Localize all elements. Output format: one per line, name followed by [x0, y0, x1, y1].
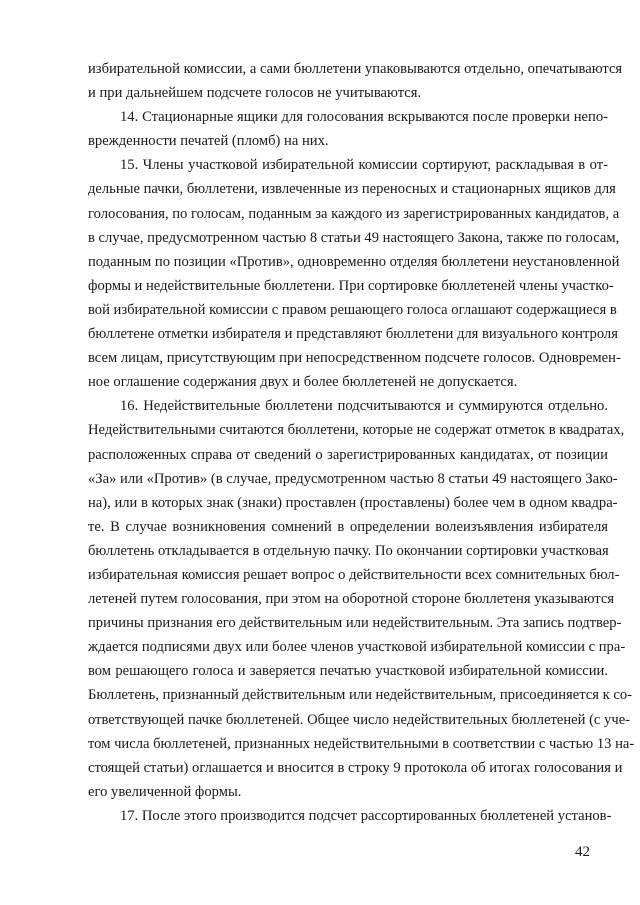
text-line: «За» или «Против» (в случае, предусмотренном частью 8 статьи 49 настоящего Зако- — [88, 470, 618, 487]
text-line: бюллетене отметки избирателя и представляют бюллетени для визуального контроля — [88, 326, 618, 343]
text-line: Бюллетень, признанный действительным или недействительным, присоединяется к со- — [88, 687, 633, 704]
text-line: причины признания его действительным или недействительным. Эта запись подтвер- — [88, 615, 622, 632]
text-line: стоящей статьи) оглашается и вносится в строку 9 протокола об итогах голосования и — [88, 759, 623, 776]
text-line: избирательной комиссии, а сами бюллетени упаковываются отдельно, опечатываются — [88, 61, 623, 77]
text-line: 16. Недействительные бюллетени подсчитываются и суммируются отдельно. — [120, 398, 608, 415]
text-line: ответствующей пачке бюллетеней. Общее число недействительных бюллетеней (с уче- — [88, 711, 631, 728]
text-line: дельные пачки, бюллетени, извлеченные из переносных и стационарных ящиков для — [88, 181, 616, 198]
text-line: врежденности печатей (пломб) на них. — [88, 133, 329, 150]
text-line: 17. После этого производится подсчет рассортированных бюллетеней установ- — [120, 807, 612, 824]
text-line: летеней путем голосования, при этом на оборотной стороне бюллетеня указываются — [88, 591, 615, 608]
text-line: ное оглашение содержания двух и более бюллетеней не допускается. — [88, 374, 518, 391]
text-line: его увеличенной формы. — [88, 783, 242, 800]
text-line: на), или в которых знак (знаки) проставлен (проставлены) более чем в одном квадра- — [88, 494, 618, 511]
text-line: расположенных справа от сведений о зарегистрированных кандидатах, от позиции — [88, 446, 608, 463]
text-line: те. В случае возникновения сомнений в определении волеизъявления избирателя — [88, 518, 608, 535]
text-line: избирательная комиссия решает вопрос о действительности всех сомнительных бюл- — [88, 566, 620, 583]
text-line: голосования, по голосам, поданным за каждого из зарегистрированных кандидатов, а — [88, 205, 620, 222]
text-line: всем лицам, присутствующим при непосредственном подсчете голосов. Одновремен- — [88, 350, 621, 367]
document-body — [88, 57, 635, 828]
text-line: вой избирательной комиссии с правом решающего голоса оглашают содержащиеся в — [88, 301, 617, 318]
text-line: формы и недействительные бюллетени. При сортировке бюллетеней члены участко- — [88, 277, 614, 294]
text-line: бюллетень откладывается в отдельную пачку. По окончании сортировки участковая — [88, 542, 609, 559]
text-line: 14. Стационарные ящики для голосования вскрываются после проверки непо- — [120, 109, 608, 126]
text-line: том числа бюллетеней, признанных недействительными в соответствии с частью 13 на- — [88, 735, 635, 752]
page-number: 42 — [575, 844, 590, 860]
text-line: 15. Члены участковой избирательной комиссии сортируют, раскладывая в от- — [120, 157, 608, 174]
text-line: ждается подписями двух или более членов участковой избирательной комиссии с пра- — [88, 639, 626, 656]
text-line: Недействительными считаются бюллетени, которые не содержат отметок в квадратах, — [88, 422, 625, 439]
text-line: и при дальнейшем подсчете голосов не учитываются. — [88, 85, 422, 102]
text-line: поданным по позиции «Против», одновременно отделяя бюллетени неустановленной — [88, 253, 620, 270]
text-line: вом решающего голоса и заверяется печатью участковой избирательной комиссии. — [88, 663, 608, 680]
text-line: в случае, предусмотренном частью 8 статьи 49 настоящего Закона, также по голосам, — [88, 229, 620, 246]
